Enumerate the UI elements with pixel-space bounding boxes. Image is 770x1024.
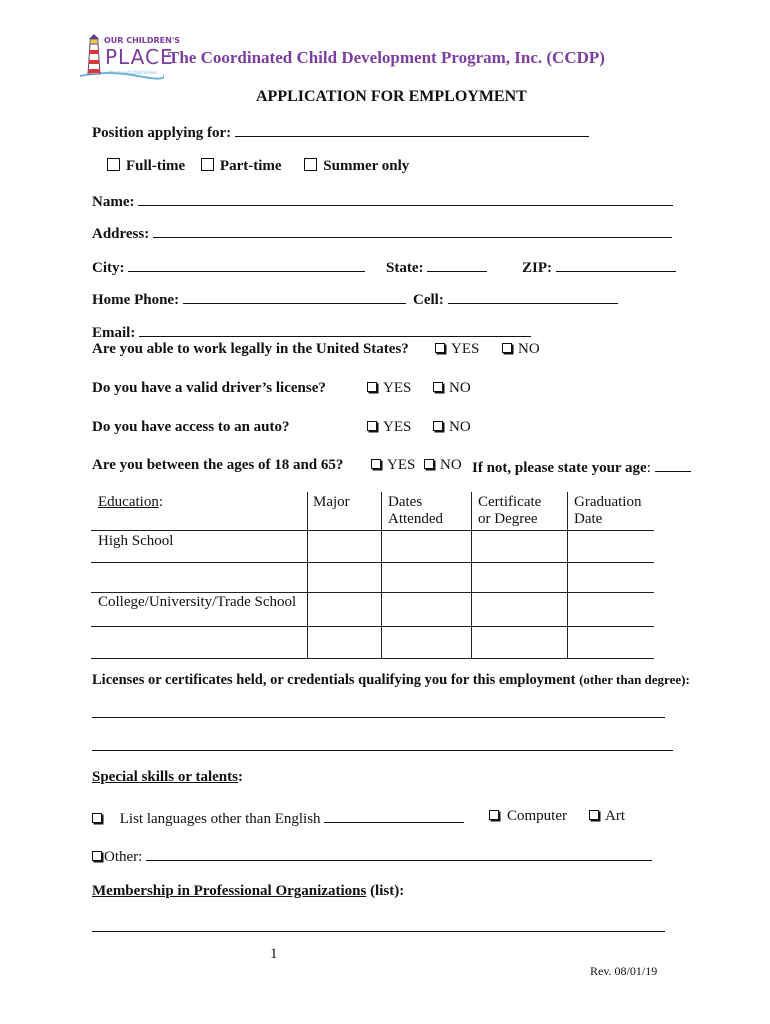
full-time-label: Full-time [126,158,186,174]
work-legally-no-checkbox[interactable] [502,343,512,353]
education-header-label: Education [98,494,159,510]
logo-text-top: OUR CHILDREN'S [104,36,181,45]
no-label: NO [440,457,462,473]
address-input[interactable] [153,223,672,238]
no-label: NO [449,419,471,435]
full-time-checkbox[interactable] [107,158,120,171]
licenses-row [92,672,690,689]
skills-colon: : [238,769,243,785]
drivers-license-no-checkbox[interactable] [433,382,443,392]
other-skill-checkbox[interactable] [92,851,102,861]
state-input[interactable] [427,257,487,272]
logo-tagline: Where each child shines [108,70,157,75]
languages-option [92,808,464,828]
email-input[interactable] [139,322,531,337]
languages-checkbox[interactable] [92,813,102,823]
table-column-divider [307,492,308,658]
high-school-row-label: High School [98,533,174,549]
table-rule [91,562,654,563]
email-row [92,322,531,342]
art-checkbox[interactable] [589,810,599,820]
licenses-label: Licenses or certificates held, or credentials qualifying you for this employment [92,672,576,688]
summer-only-label: Summer only [323,158,410,174]
part-time-label: Part-time [219,158,282,174]
other-skill-input[interactable] [146,846,652,861]
city-input[interactable] [128,257,365,272]
membership-label: Membership in Professional Organizations [92,883,367,899]
membership-heading [92,883,404,900]
auto-access-yes[interactable] [367,419,411,436]
education-header-colon: : [158,494,163,510]
address-label: Address: [92,226,150,242]
certificate-header-line2: or Degree [478,511,538,527]
work-legally-yes-checkbox[interactable] [435,343,445,353]
org-title: The Coordinated Child Development Program, Inc. (CCDP) [168,48,605,67]
work-legally-yes[interactable] [435,341,479,358]
languages-label: List languages other than English [119,811,321,827]
computer-checkbox[interactable] [489,810,499,820]
other-skill-label: Other: [104,849,143,865]
dates-header-line1: Dates [388,494,423,510]
college-row-label: College/University/Trade School [98,594,297,610]
home-phone-group [92,289,406,309]
revision-date: Rev. 08/01/19 [590,964,658,978]
education-header [98,494,163,511]
state-group [386,257,487,277]
cell-input[interactable] [448,289,618,304]
zip-group [522,257,676,277]
membership-suffix: (list): [370,883,405,899]
other-skill-row [92,846,652,866]
home-phone-label: Home Phone: [92,292,180,308]
table-rule [91,530,654,531]
auto-access-no-checkbox[interactable] [433,421,443,431]
art-label: Art [605,808,625,824]
yes-label: YES [387,457,416,473]
computer-label: Computer [507,808,567,824]
city-label: City: [92,260,125,276]
skills-label: Special skills or talents [92,769,238,785]
table-column-divider [471,492,472,658]
name-input[interactable] [138,191,673,206]
no-label: NO [449,380,471,396]
part-time-checkbox[interactable] [201,158,214,171]
age-followup-group [472,457,691,477]
graduation-header-line1: Graduation [574,494,642,510]
drivers-license-yes-checkbox[interactable] [367,382,377,392]
city-group [92,257,365,277]
age-yes-checkbox[interactable] [371,459,381,469]
position-row [92,122,589,142]
certificate-header-line1: Certificate [478,494,542,510]
logo-text-main: PLACE [105,45,174,69]
table-column-divider [567,492,568,658]
dates-header-line2: Attended [388,511,443,527]
position-input[interactable] [235,122,589,137]
art-option[interactable] [589,808,625,825]
major-header: Major [313,494,350,510]
computer-option[interactable] [489,808,567,825]
zip-input[interactable] [556,257,676,272]
table-rule [91,592,654,593]
yes-label: YES [383,419,412,435]
cell-group [413,289,618,309]
table-column-divider [381,492,382,658]
drivers-license-question: Do you have a valid driver’s license? [92,380,326,396]
home-phone-input[interactable] [183,289,406,304]
table-rule [91,658,654,659]
org-logo [78,30,181,82]
licenses-line-2[interactable] [92,736,673,756]
table-rule [91,626,654,627]
form-heading: APPLICATION FOR EMPLOYMENT [256,88,527,105]
licenses-line-1[interactable] [92,703,665,723]
age-no[interactable] [424,457,462,474]
age-question: Are you between the ages of 18 and 65? [92,457,344,473]
skills-heading [92,769,243,786]
summer-only-checkbox[interactable] [304,158,317,171]
age-followup-label: If not, please state your age [472,460,647,476]
no-label: NO [518,341,540,357]
address-row [92,223,672,243]
position-label: Position applying for: [92,125,232,141]
graduation-header-line2: Date [574,511,603,527]
education-table [91,492,654,660]
licenses-note: (other than degree): [579,672,690,687]
age-colon: : [646,460,651,476]
name-row [92,191,673,211]
yes-label: YES [451,341,480,357]
age-yes[interactable] [371,457,415,474]
drivers-license-no[interactable] [433,380,471,397]
auto-access-question: Do you have access to an auto? [92,419,290,435]
yes-label: YES [383,380,412,396]
age-no-checkbox[interactable] [424,459,434,469]
name-label: Name: [92,194,135,210]
work-legally-no[interactable] [502,341,540,358]
employment-type-group [107,158,409,175]
cell-label: Cell: [413,292,444,308]
zip-label: ZIP: [522,260,552,276]
drivers-license-yes[interactable] [367,380,411,397]
email-label: Email: [92,325,136,341]
state-label: State: [386,260,424,276]
languages-input[interactable] [324,808,464,823]
auto-access-yes-checkbox[interactable] [367,421,377,431]
membership-line[interactable] [92,917,665,937]
age-input[interactable] [655,457,691,472]
work-legally-question: Are you able to work legally in the United States? [92,341,409,357]
page-number: 1 [270,946,278,962]
auto-access-no[interactable] [433,419,471,436]
